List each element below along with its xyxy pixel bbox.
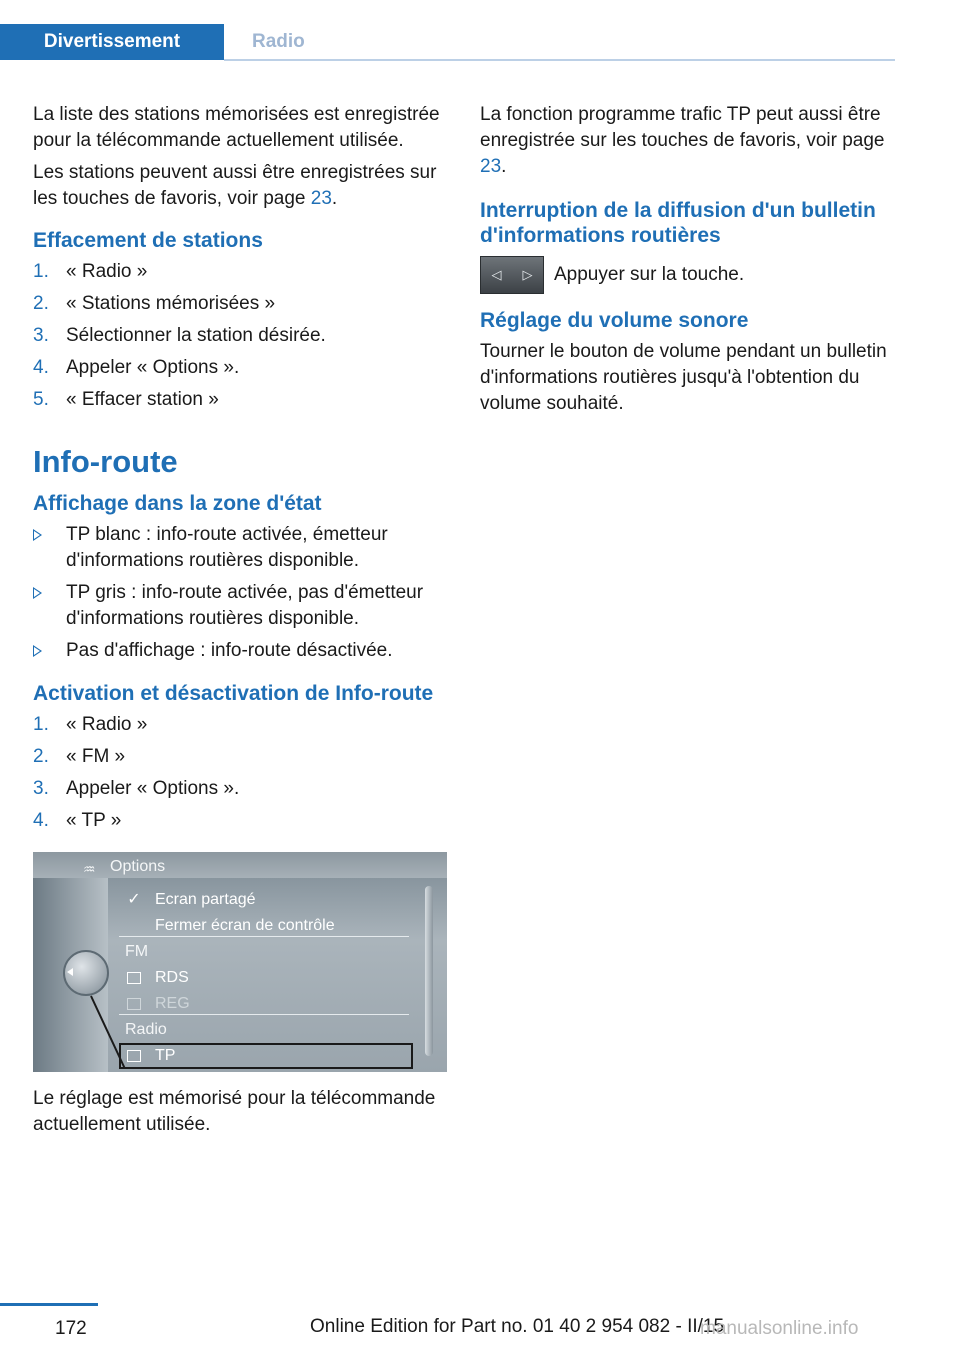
button-instruction-text: Appuyer sur la touche.: [554, 264, 745, 285]
list-item: [33, 744, 447, 770]
footer-rule: [0, 1303, 98, 1306]
divider: [119, 936, 409, 937]
step-number: 3.: [33, 325, 49, 346]
left-arrow-icon: [67, 968, 73, 976]
menu-item-label: TP: [155, 1047, 176, 1064]
status-list: [33, 522, 447, 665]
menu-item-ecran: [127, 887, 256, 913]
list-item: [33, 323, 447, 349]
idrive-options-screen: [33, 852, 447, 1072]
tp-text: La fonction programme trafic TP peut aussi être enregistrée sur les touches de favoris, voir page: [480, 104, 885, 151]
step-number: 1.: [33, 714, 49, 735]
screen-scrollbar: [425, 886, 433, 1056]
triangle-bullet-icon: [33, 522, 66, 574]
step-number: 3.: [33, 778, 49, 799]
list-item: [33, 522, 447, 574]
step-number: 4.: [33, 810, 49, 831]
menu-item-label: RDS: [155, 969, 189, 986]
step-number: 5.: [33, 389, 49, 410]
tab-divertissement[interactable]: Divertissement: [0, 24, 224, 60]
tp-paragraph: [480, 102, 894, 180]
seek-buttons-icon: [480, 256, 544, 294]
step-text: « Stations mémorisées »: [66, 293, 276, 314]
step-text: « FM »: [66, 746, 126, 767]
volume-paragraph: Tourner le bouton de volume pendant un bulletin d'informations routières jusqu'à l'obtention du volume souhaité.: [480, 341, 887, 414]
intro-punct: .: [331, 188, 338, 209]
page-number: 172: [55, 1318, 87, 1339]
bullet-text: TP blanc : info-route activée, émetteur d'informations routières disponible.: [66, 524, 388, 571]
status-heading: Affichage dans la zone d'état: [33, 492, 322, 515]
bullet-text: Pas d'affichage : info-route désactivée.: [66, 640, 393, 661]
activation-steps-list: [33, 712, 447, 834]
step-number: 4.: [33, 357, 49, 378]
interrupt-heading: Interruption de la diffusion d'un bulletin d'informations routières: [480, 199, 876, 247]
list-item: [33, 776, 447, 802]
menu-section-fm: FM: [125, 943, 149, 960]
right-column: [480, 102, 894, 423]
screen-title: Options: [110, 858, 166, 875]
intro-text: Les stations peuvent aussi être enregistrées sur les touches de favoris, voir page: [33, 162, 437, 209]
checkbox-icon: [127, 1050, 141, 1062]
tp-punct: .: [501, 156, 507, 177]
delete-heading: Effacement de stations: [33, 229, 263, 252]
step-text: Appeler « Options ».: [66, 357, 240, 378]
menu-item-tp: [127, 1043, 175, 1069]
step-text: « Radio »: [66, 714, 148, 735]
menu-item-fermer: Fermer écran de contrôle: [155, 917, 335, 934]
header-rule: [224, 59, 895, 61]
list-item: [33, 259, 447, 285]
list-item: [33, 638, 447, 665]
menu-item-rds: [127, 965, 189, 991]
list-item: [33, 580, 447, 632]
step-text: Sélectionner la station désirée.: [66, 325, 326, 346]
list-item: [33, 712, 447, 738]
list-item: [33, 291, 447, 317]
triangle-bullet-icon: [33, 638, 66, 665]
next-icon: ▷: [522, 267, 533, 282]
page-link[interactable]: 23: [480, 156, 502, 177]
triangle-bullet-icon: [33, 580, 66, 632]
checkbox-icon: [127, 998, 141, 1010]
step-number: 2.: [33, 293, 49, 314]
list-item: [33, 387, 447, 413]
activation-heading: Activation et désactivation de Info-route: [33, 682, 434, 705]
section-title: Info-route: [33, 444, 178, 479]
header-tabs: [0, 24, 895, 62]
caption: Le réglage est mémorisé pour la télécommande actuellement utilisée.: [33, 1088, 436, 1135]
list-item: [33, 808, 447, 834]
step-text: « Effacer station »: [66, 389, 219, 410]
menu-item-label: REG: [155, 995, 190, 1012]
step-number: 2.: [33, 746, 49, 767]
step-text: « TP »: [66, 810, 122, 831]
step-text: Appeler « Options ».: [66, 778, 240, 799]
menu-section-radio: Radio: [125, 1021, 167, 1038]
divider: [119, 1014, 409, 1015]
intro-paragraph-2: [33, 160, 447, 212]
left-column: [33, 102, 447, 1144]
intro-paragraph-1: La liste des stations mémorisées est enregistrée pour la télécommande actuellement utilisée.: [33, 104, 440, 151]
step-text: « Radio »: [66, 261, 148, 282]
edition-text: Online Edition for Part no. 01 40 2 954 082 - II/15: [310, 1316, 725, 1337]
button-instruction: [480, 256, 894, 294]
antenna-icon: ♒: [83, 861, 96, 877]
menu-item-label: Ecran partagé: [155, 891, 256, 908]
list-item: [33, 355, 447, 381]
step-number: 1.: [33, 261, 49, 282]
bullet-text: TP gris : info-route activée, pas d'émetteur d'informations routières disponible.: [66, 582, 424, 629]
checkbox-icon: [127, 972, 141, 984]
page-link[interactable]: 23: [310, 188, 332, 209]
volume-heading: Réglage du volume sonore: [480, 309, 749, 332]
checkmark-icon: ✓: [127, 891, 141, 908]
tab-radio[interactable]: Radio: [252, 31, 305, 52]
delete-steps-list: [33, 259, 447, 413]
watermark: manualsonline.info: [700, 1318, 859, 1339]
previous-icon: ◁: [491, 267, 502, 282]
